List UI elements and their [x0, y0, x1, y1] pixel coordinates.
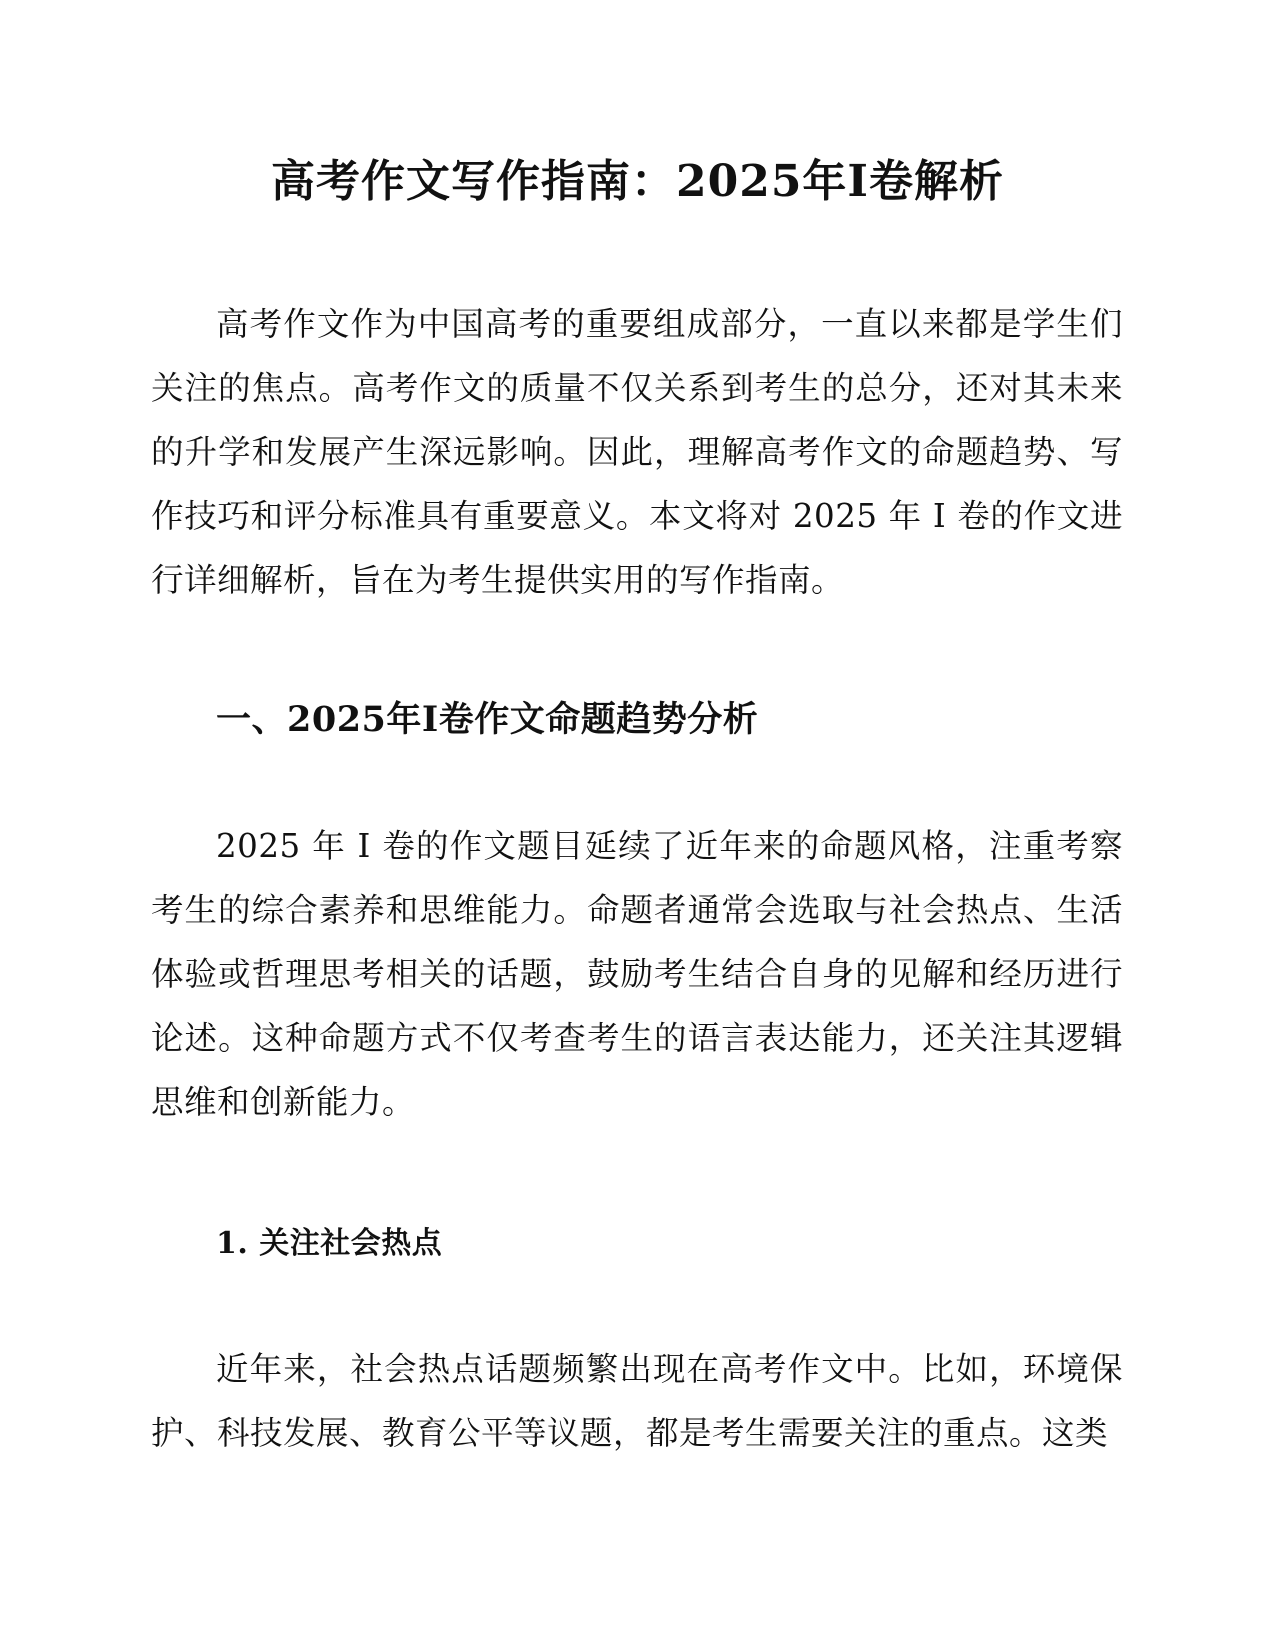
section-heading: 一、2025年I卷作文命题趋势分析	[216, 699, 759, 740]
intro-paragraph: 高考作文作为中国高考的重要组成部分，一直以来都是学生们关注的焦点。高考作文的质量不仅关系到考生的总分，还对其未来的升学和发展产生深远影响。因此，理解高考作文的命题趋势、写作技巧和评分标准具有重要意义。本文将对 2025 年 I 卷的作文进行详细解析，旨在为考生提供实用的写作指南。	[151, 305, 1123, 599]
subsection-heading: 1. 关注社会热点	[216, 1226, 443, 1261]
document-title: 高考作文写作指南：2025年I卷解析	[270, 156, 1005, 207]
section-paragraph: 2025 年 I 卷的作文题目延续了近年来的命题风格，注重考察考生的综合素养和思维能力。命题者通常会选取与社会热点、生活体验或哲理思考相关的话题，鼓励考生结合自身的见解和经历进行论述。这种命题方式不仅考查考生的语言表达能力，还关注其逻辑思维和创新能力。	[151, 827, 1123, 1121]
subsection-paragraph: 近年来，社会热点话题频繁出现在高考作文中。比如，环境保护、科技发展、教育公平等议题，都是考生需要关注的重点。这类	[151, 1350, 1123, 1452]
